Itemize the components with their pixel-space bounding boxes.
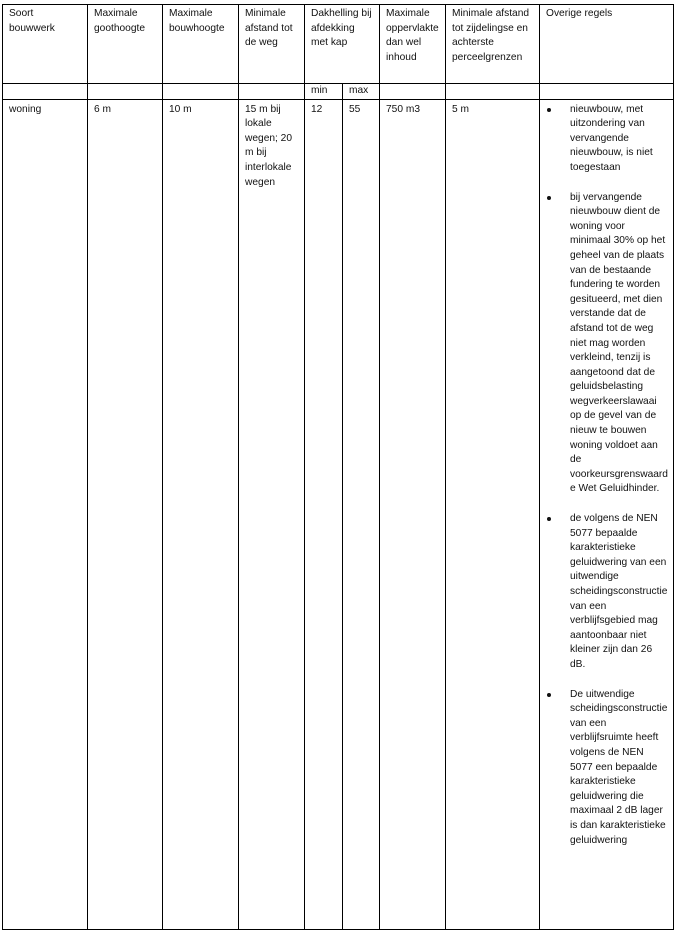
header-minimale-afstand-perceelgrenzen: Minimale afstand tot zijdelingse en achterste perceelgrenzen bbox=[446, 5, 540, 84]
list-item bbox=[546, 103, 668, 176]
list-item bbox=[546, 688, 668, 849]
subheader-max: max bbox=[343, 84, 380, 100]
subheader-empty-cell bbox=[163, 84, 239, 100]
bullet-icon bbox=[547, 196, 551, 200]
bullet-icon bbox=[547, 517, 551, 521]
list-item bbox=[546, 191, 668, 497]
header-maximale-oppervlakte: Maximale oppervlakte dan wel inhoud bbox=[380, 5, 446, 84]
subheader-empty-cell bbox=[3, 84, 88, 100]
subheader-empty-cell bbox=[88, 84, 163, 100]
cell-soort: woning bbox=[3, 99, 88, 929]
cell-afstand-weg: 15 m bij lokale wegen; 20 m bij interlokale wegen bbox=[239, 99, 305, 929]
rule-text: De uitwendige scheidingsconstructie van een verblijfsruimte heeft volgens de NEN 5077 een bepaalde karakteristieke geluidwering die maximaal 2 dB lager is dan karakteristieke geluidwering bbox=[570, 688, 668, 846]
header-soort-bouwwerk: Soort bouwwerk bbox=[3, 5, 88, 84]
subheader-min: min bbox=[305, 84, 343, 100]
cell-dakhelling-max: 55 bbox=[343, 99, 380, 929]
bullet-icon bbox=[547, 693, 551, 697]
cell-afstand-perceel: 5 m bbox=[446, 99, 540, 929]
cell-bouwhoogte: 10 m bbox=[163, 99, 239, 929]
building-rules-table bbox=[2, 4, 674, 930]
cell-goothoogte: 6 m bbox=[88, 99, 163, 929]
subheader-empty-cell bbox=[239, 84, 305, 100]
header-dakhelling: Dakhelling bij afdekking met kap bbox=[305, 5, 380, 84]
list-item bbox=[546, 512, 668, 673]
cell-overige-regels bbox=[540, 99, 674, 929]
overige-regels-list bbox=[546, 103, 668, 849]
cell-oppervlakte: 750 m3 bbox=[380, 99, 446, 929]
subheader-row bbox=[3, 84, 674, 100]
header-minimale-afstand-weg: Minimale afstand tot de weg bbox=[239, 5, 305, 84]
table-row bbox=[3, 99, 674, 929]
rule-text: bij vervangende nieuwbouw dient de woning voor minimaal 30% op het geheel van de plaats van de bestaande fundering te worden gesitueerd, met dien verstande dat de afstand tot de weg niet mag worden verkleind, tenzij is aangetoond dat de geluidsbelasting wegverkeerslawaai op de gevel van de nieuw te bouwen woning voldoet aan de voorkeursgrenswaarde Wet Geluidhinder. bbox=[570, 191, 668, 495]
header-maximale-goothoogte: Maximale goothoogte bbox=[88, 5, 163, 84]
bullet-icon bbox=[547, 108, 551, 112]
cell-dakhelling-min: 12 bbox=[305, 99, 343, 929]
rule-text: de volgens de NEN 5077 bepaalde karakteristieke geluidwering van een uitwendige scheidingsconstructie van een verblijfsgebied mag aantoonbaar niet kleiner zijn dan 26 dB. bbox=[570, 513, 668, 670]
header-maximale-bouwhoogte: Maximale bouwhoogte bbox=[163, 5, 239, 84]
subheader-empty-cell bbox=[446, 84, 540, 100]
subheader-empty-cell bbox=[540, 84, 674, 100]
header-row bbox=[3, 5, 674, 84]
subheader-empty-cell bbox=[380, 84, 446, 100]
rule-text: nieuwbouw, met uitzondering van vervangende nieuwbouw, is niet toegestaan bbox=[570, 103, 653, 173]
header-overige-regels: Overige regels bbox=[540, 5, 674, 84]
